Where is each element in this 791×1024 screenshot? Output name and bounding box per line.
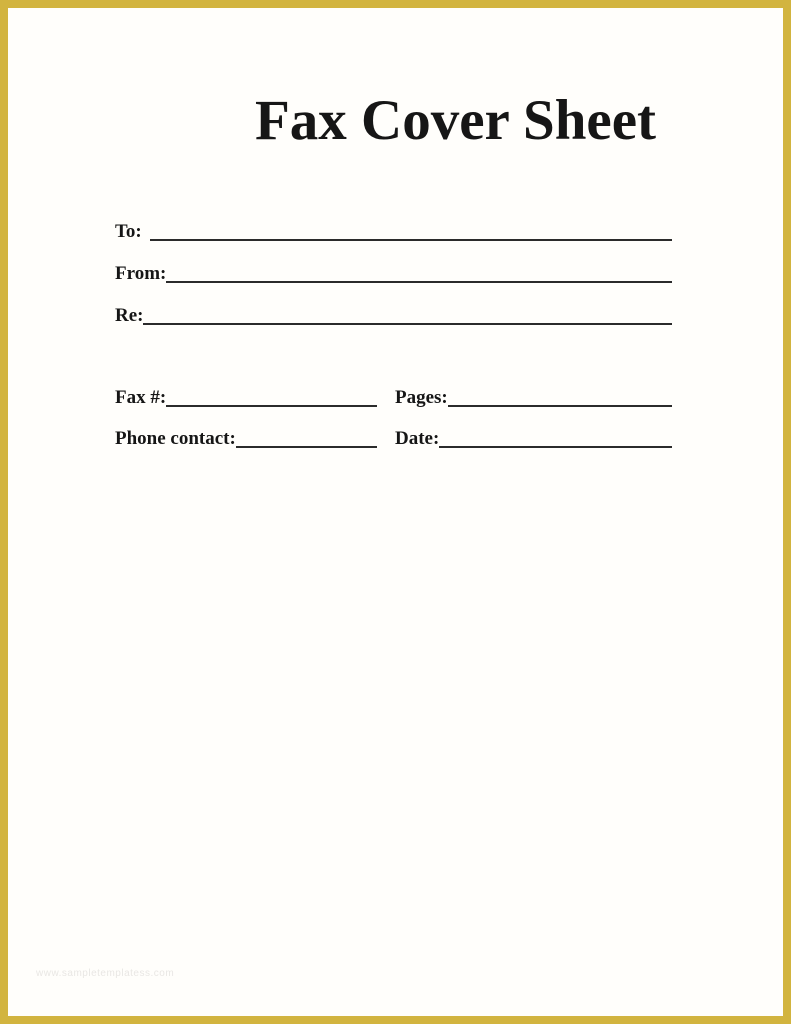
field-fax-number: [115, 386, 377, 409]
field-phone-contact: [115, 427, 377, 450]
re-label: Re:: [115, 305, 144, 326]
watermark: www.sampletemplatess.com: [36, 968, 175, 979]
field-row-from: [115, 262, 672, 285]
field-row-phone-date: [115, 427, 672, 450]
to-input-line: [150, 220, 672, 241]
to-label: To:: [115, 221, 142, 242]
field-row-fax-pages: [115, 386, 672, 409]
re-input-line: [143, 304, 672, 325]
date-input-line: [439, 427, 672, 448]
fax-cover-sheet-page: [8, 8, 783, 1016]
fax-number-input-line: [166, 386, 377, 407]
pages-label: Pages:: [395, 387, 448, 408]
from-label: From:: [115, 263, 167, 284]
field-pages: [395, 386, 672, 409]
pages-input-line: [448, 386, 672, 407]
from-input-line: [166, 262, 672, 283]
field-row-to: [115, 220, 672, 243]
phone-contact-input-line: [236, 427, 377, 448]
page-title: Fax Cover Sheet: [254, 89, 657, 152]
date-label: Date:: [395, 428, 440, 449]
phone-contact-label: Phone contact:: [115, 428, 236, 449]
field-row-re: [115, 304, 672, 327]
fax-number-label: Fax #:: [115, 387, 167, 408]
field-date: [395, 427, 672, 450]
